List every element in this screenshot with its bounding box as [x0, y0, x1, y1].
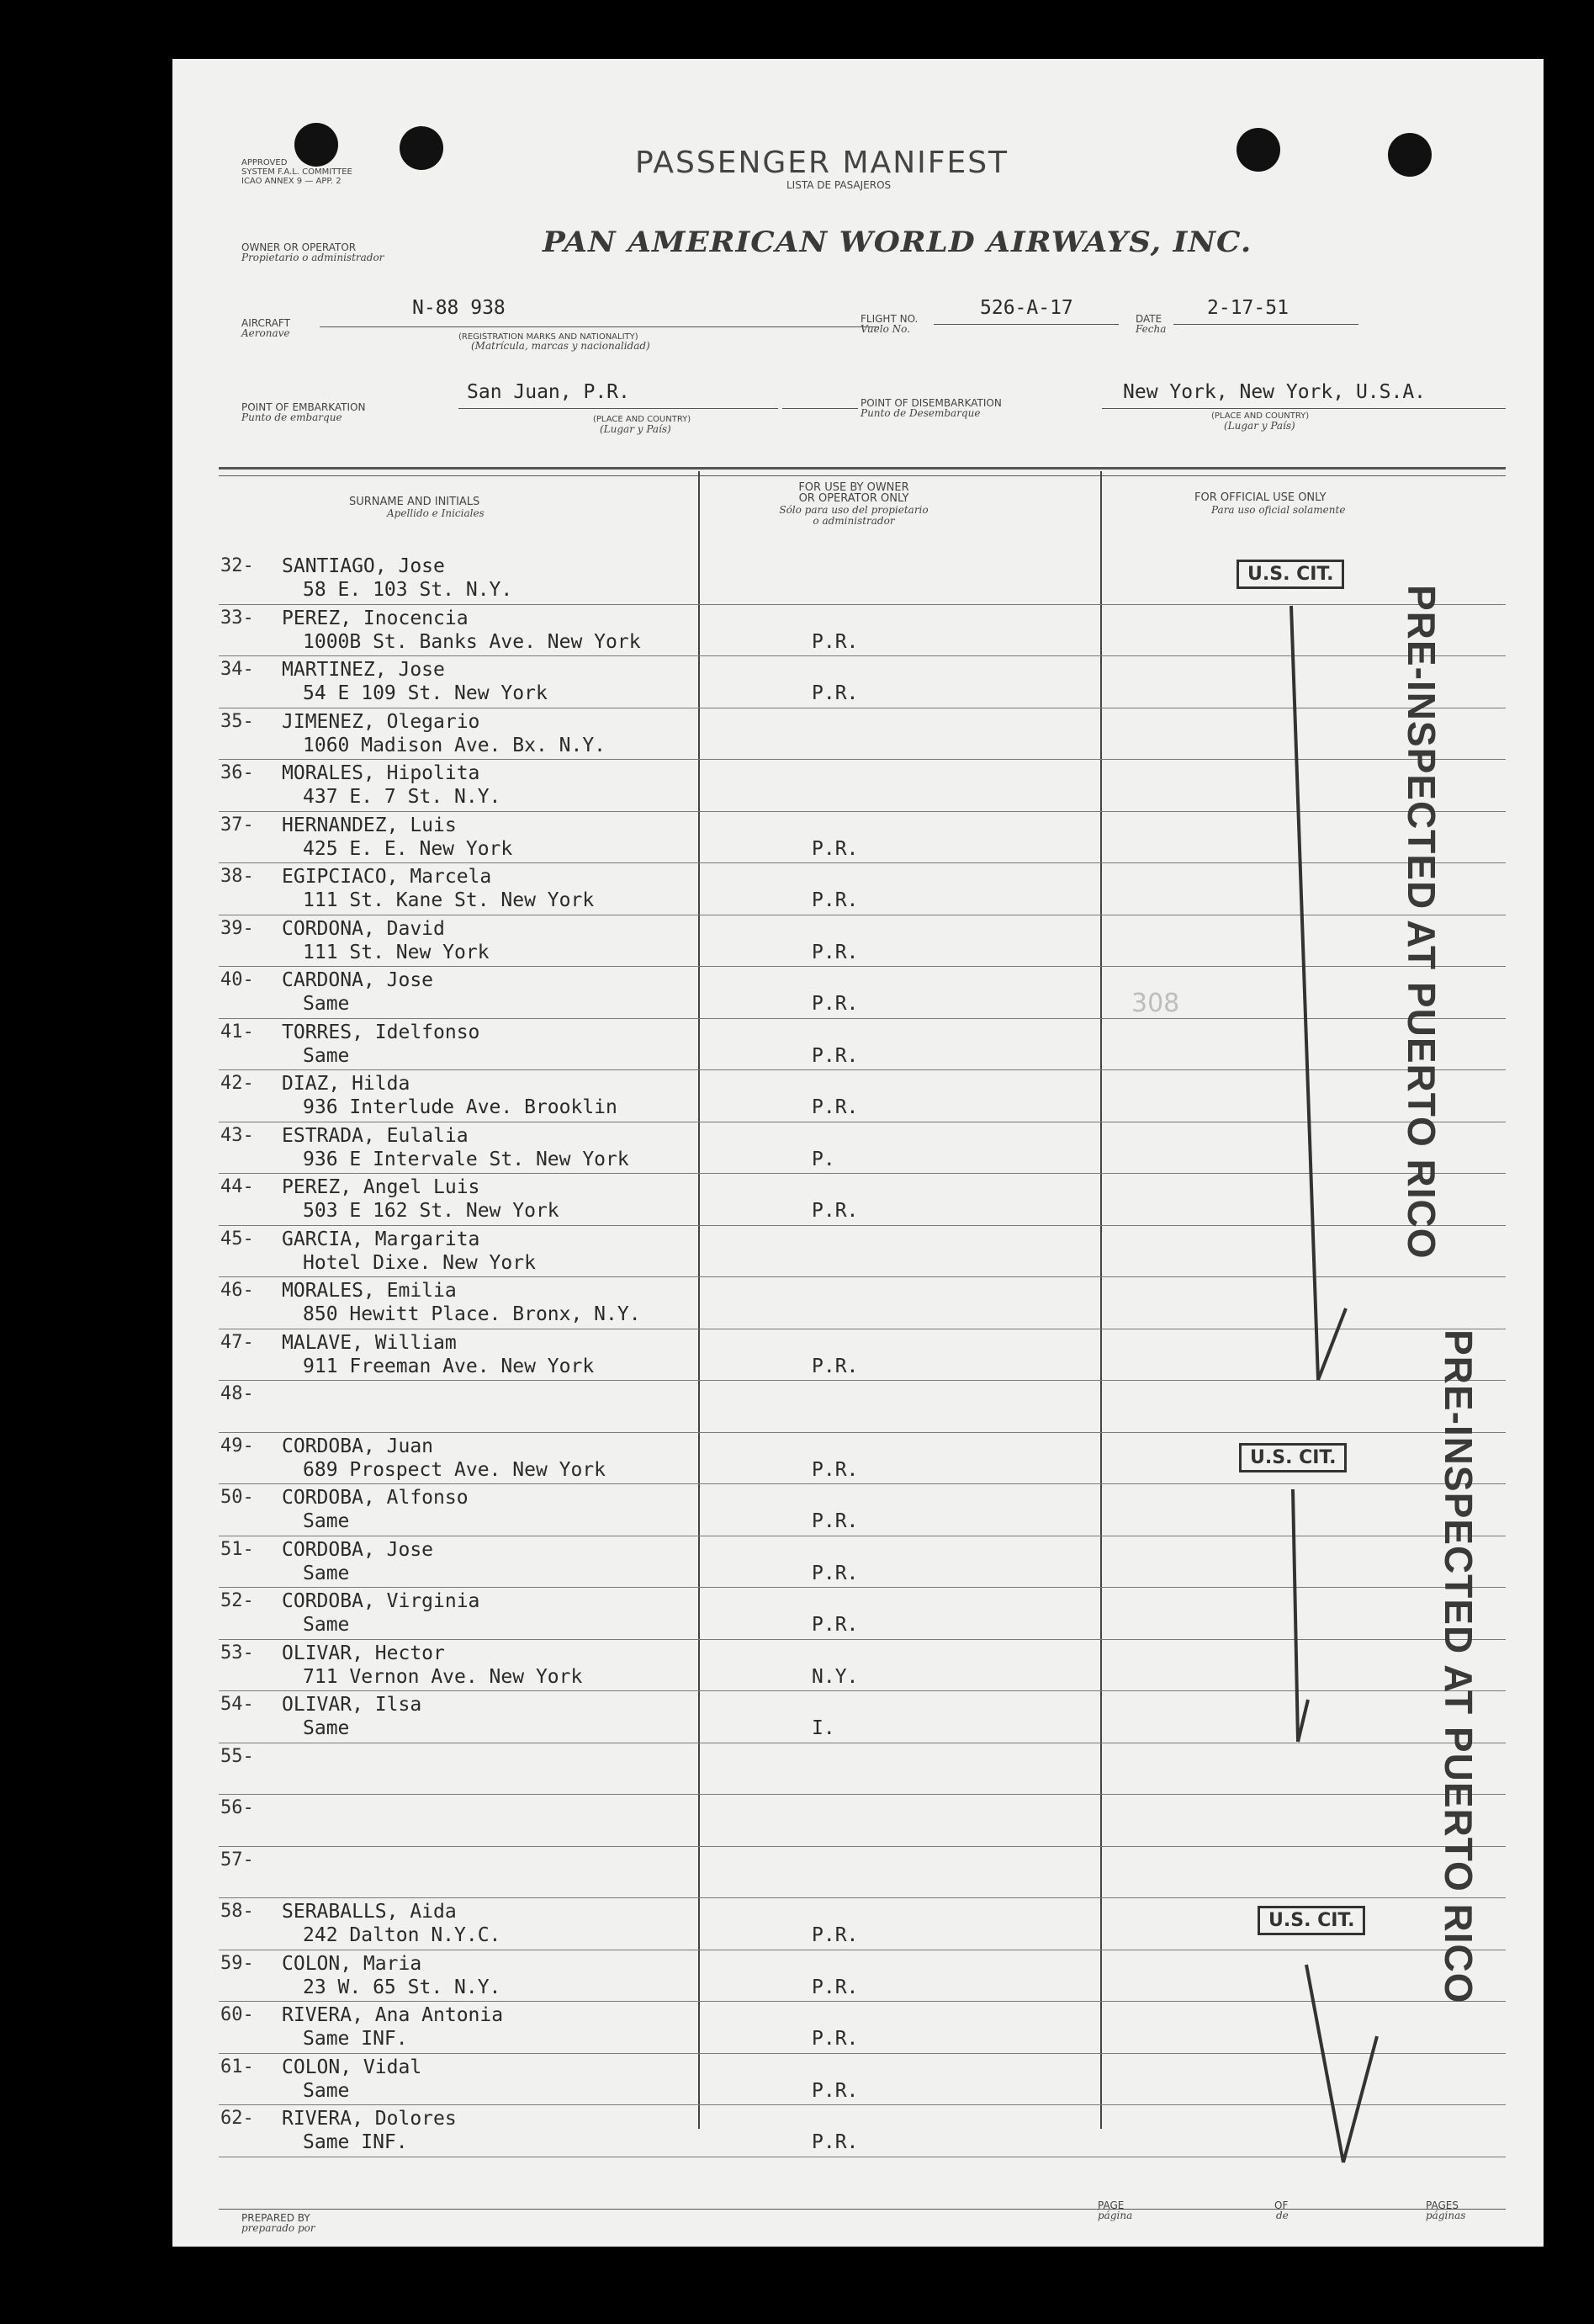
row-number: 32-	[220, 555, 254, 576]
passenger-name: OLIVAR, Hector	[282, 1642, 445, 1664]
passenger-name: DIAZ, Hilda	[282, 1073, 410, 1095]
row-number: 41-	[220, 1021, 254, 1043]
embark-label-es: Punto de embarque	[241, 411, 342, 423]
passenger-name: HERNANDEZ, Luis	[282, 814, 457, 836]
aircraft-note: (REGISTRATION MARKS AND NATIONALITY)	[458, 332, 638, 342]
aircraft-value: N-88 938	[412, 297, 506, 319]
passenger-name: GARCIA, Margarita	[282, 1228, 480, 1250]
passenger-address: 437 E. 7 St. N.Y.	[303, 786, 501, 808]
passenger-address: Hotel Dixe. New York	[303, 1251, 536, 1274]
of-label-es: de	[1276, 2210, 1289, 2221]
passenger-address: 23 W. 65 St. N.Y.	[303, 1976, 501, 1998]
origin-mark: P.R.	[812, 941, 859, 963]
passenger-name: CARDONA, Jose	[282, 969, 434, 991]
manifest-sheet	[172, 59, 1544, 2247]
origin-mark: P.R.	[812, 1562, 859, 1584]
col-head-surname-es: Apellido e Iniciales	[387, 507, 485, 519]
arrow-2	[1293, 1489, 1308, 1742]
flight-value: 526-A-17	[980, 297, 1073, 319]
page-title-es: LISTA DE PASAJEROS	[786, 179, 892, 191]
col-head-official-use: FOR OFFICIAL USE ONLY	[1194, 491, 1327, 504]
row-number: 62-	[220, 2108, 254, 2129]
disembark-value: New York, New York, U.S.A.	[1123, 381, 1427, 403]
passenger-name: PEREZ, Angel Luis	[282, 1176, 480, 1198]
row-number: 38-	[220, 866, 254, 887]
origin-mark: P.R.	[812, 1458, 859, 1481]
origin-mark: P.R.	[812, 837, 859, 860]
row-number: 50-	[220, 1487, 254, 1508]
passenger-address: Same	[303, 993, 350, 1015]
passenger-address: Same INF.	[303, 2131, 408, 2153]
origin-mark: P.R.	[812, 2079, 859, 2102]
col-head-surname: SURNAME AND INITIALS	[349, 496, 480, 508]
row-number: 36-	[220, 762, 254, 783]
embark-label: POINT OF EMBARKATION	[241, 401, 366, 413]
passenger-address: 689 Prospect Ave. New York	[303, 1458, 606, 1481]
embark-place-note-es: (Lugar y País)	[600, 423, 671, 435]
row-number: 46-	[220, 1280, 254, 1301]
passenger-name: CORDOBA, Jose	[282, 1538, 434, 1561]
arrow-3	[1306, 1965, 1377, 2162]
passenger-name: CORDOBA, Virginia	[282, 1590, 480, 1612]
passenger-address: Same	[303, 1562, 350, 1584]
passenger-name: CORDOBA, Juan	[282, 1435, 434, 1457]
passenger-address: Same	[303, 1510, 350, 1532]
row-number: 57-	[220, 1849, 254, 1870]
embark-value: San Juan, P.R.	[467, 381, 630, 403]
passenger-name: TORRES, Idelfonso	[282, 1021, 480, 1043]
passenger-name: ESTRADA, Eulalia	[282, 1124, 469, 1147]
col-head-official-use-es: Para uso oficial solamente	[1211, 504, 1346, 516]
row-number: 58-	[220, 1901, 254, 1922]
us-cit-stamp-1: U.S. CIT.	[1237, 560, 1344, 589]
origin-mark: N.Y.	[812, 1665, 859, 1688]
passenger-address: Same INF.	[303, 2028, 408, 2050]
aircraft-label-es: Aeronave	[241, 327, 290, 339]
passenger-name: JIMENEZ, Olegario	[282, 710, 480, 733]
row-number: 35-	[220, 710, 254, 732]
page-label: PAGE	[1098, 2199, 1125, 2211]
origin-mark: P.R.	[812, 1044, 859, 1067]
passenger-address: Same	[303, 1717, 350, 1739]
passenger-address: 58 E. 103 St. N.Y.	[303, 579, 513, 601]
passenger-name: CORDOBA, Alfonso	[282, 1487, 469, 1509]
approval-note: APPROVED SYSTEM F.A.L. COMMITTEE ICAO ANNEX 9 — APP. 2	[241, 158, 352, 186]
origin-mark: I.	[812, 1717, 835, 1739]
row-number: 42-	[220, 1073, 254, 1094]
passenger-address: 1060 Madison Ave. Bx. N.Y.	[303, 734, 606, 756]
page-label-es: página	[1098, 2210, 1133, 2221]
passenger-address: Same	[303, 1044, 350, 1067]
aircraft-note-es: (Matrícula, marcas y nacionalidad)	[471, 340, 650, 352]
origin-mark: P.R.	[812, 889, 859, 911]
passenger-address: 936 Interlude Ave. Brooklin	[303, 1096, 617, 1118]
pre-inspected-stamp-1: PRE-INSPECTED AT PUERTO RICO	[1400, 585, 1443, 1260]
passenger-name: CORDONA, David	[282, 917, 445, 940]
pages-label-es: páginas	[1426, 2210, 1466, 2221]
flight-label: FLIGHT NO.	[861, 313, 919, 325]
passenger-address: 1000B St. Banks Ave. New York	[303, 630, 641, 653]
row-number: 47-	[220, 1331, 254, 1353]
passenger-address: 111 St. New York	[303, 941, 490, 963]
origin-mark: P.R.	[812, 2131, 859, 2153]
passenger-address: 936 E Intervale St. New York	[303, 1148, 629, 1170]
faint-stamp-number: 308	[1131, 989, 1180, 1018]
date-value: 2-17-51	[1207, 297, 1289, 319]
passenger-name: SERABALLS, Aida	[282, 1901, 457, 1923]
owner-label-es: Propietario o administrador	[241, 252, 384, 263]
row-number: 56-	[220, 1797, 254, 1818]
row-number: 37-	[220, 814, 254, 836]
prepared-by-label-es: preparado por	[241, 2222, 315, 2234]
passenger-address: 850 Hewitt Place. Bronx, N.Y.	[303, 1303, 641, 1325]
passenger-address: 911 Freeman Ave. New York	[303, 1355, 595, 1377]
origin-mark: P.R.	[812, 1355, 859, 1377]
passenger-name: COLON, Maria	[282, 1952, 422, 1975]
row-number: 52-	[220, 1590, 254, 1611]
passenger-name: MARTINEZ, Jose	[282, 659, 445, 681]
row-number: 51-	[220, 1538, 254, 1560]
origin-mark: P.R.	[812, 2028, 859, 2050]
date-label-es: Fecha	[1136, 323, 1167, 335]
passenger-name: RIVERA, Dolores	[282, 2108, 457, 2130]
pages-label: PAGES	[1426, 2199, 1459, 2211]
owner-value: PAN AMERICAN WORLD AIRWAYS, INC.	[543, 226, 1252, 259]
origin-mark: P.R.	[812, 993, 859, 1015]
passenger-name: RIVERA, Ana Antonia	[282, 2004, 504, 2026]
passenger-name: SANTIAGO, Jose	[282, 555, 445, 577]
disembark-place-note-es: (Lugar y País)	[1224, 420, 1295, 432]
arrow-1	[1291, 606, 1346, 1380]
origin-mark: P.R.	[812, 630, 859, 653]
of-label: OF	[1274, 2199, 1289, 2211]
row-number: 49-	[220, 1435, 254, 1456]
passenger-name: EGIPCIACO, Marcela	[282, 866, 492, 888]
passenger-name: OLIVAR, Ilsa	[282, 1694, 422, 1716]
disembark-label-es: Punto de Desembarque	[861, 407, 981, 419]
row-number: 44-	[220, 1176, 254, 1197]
passenger-address: 242 Dalton N.Y.C.	[303, 1924, 501, 1946]
embark-place-note: (PLACE AND COUNTRY)	[593, 415, 691, 424]
row-number: 54-	[220, 1694, 254, 1715]
row-number: 39-	[220, 917, 254, 939]
passenger-address: Same	[303, 2079, 350, 2102]
passenger-name: COLON, Vidal	[282, 2056, 422, 2078]
flight-label-es: Vuelo No.	[861, 323, 910, 335]
row-number: 48-	[220, 1383, 254, 1404]
origin-mark: P.R.	[812, 1924, 859, 1946]
origin-mark: P.R.	[812, 1976, 859, 1998]
row-number: 59-	[220, 1952, 254, 1974]
origin-mark: P.	[812, 1148, 835, 1170]
prepared-by-label: PREPARED BY	[241, 2212, 310, 2224]
page-title: PASSENGER MANIFEST	[635, 146, 1009, 180]
row-number: 45-	[220, 1228, 254, 1250]
disembark-label: POINT OF DISEMBARKATION	[861, 397, 1002, 409]
passenger-address: 111 St. Kane St. New York	[303, 889, 595, 911]
us-cit-stamp-2: U.S. CIT.	[1239, 1443, 1347, 1472]
passenger-address: 503 E 162 St. New York	[303, 1200, 559, 1222]
footer-rule	[219, 2209, 1506, 2210]
origin-mark: P.R.	[812, 1200, 859, 1222]
pre-inspected-stamp-2: PRE-INSPECTED AT PUERTO RICO	[1437, 1329, 1480, 2004]
origin-mark: P.R.	[812, 1096, 859, 1118]
row-number: 53-	[220, 1642, 254, 1663]
date-label: DATE	[1136, 313, 1162, 325]
row-number: 43-	[220, 1124, 254, 1146]
passenger-name: PEREZ, Inocencia	[282, 607, 469, 629]
passenger-name: MORALES, Hipolita	[282, 762, 480, 784]
row-number: 55-	[220, 1745, 254, 1767]
row-number: 34-	[220, 659, 254, 680]
disembark-place-note: (PLACE AND COUNTRY)	[1211, 411, 1310, 421]
col-head-owner-use: FOR USE BY OWNER OR OPERATOR ONLY	[798, 481, 909, 505]
us-cit-stamp-3: U.S. CIT.	[1258, 1906, 1365, 1935]
passenger-address: 711 Vernon Ave. New York	[303, 1665, 583, 1688]
aircraft-label: AIRCRAFT	[241, 317, 290, 329]
row-number: 40-	[220, 969, 254, 990]
row-number: 60-	[220, 2004, 254, 2025]
origin-mark: P.R.	[812, 1510, 859, 1532]
passenger-address: 425 E. E. New York	[303, 837, 513, 860]
passenger-address: 54 E 109 St. New York	[303, 682, 548, 704]
origin-mark: P.R.	[812, 682, 859, 704]
passenger-name: MALAVE, William	[282, 1331, 457, 1354]
row-number: 33-	[220, 607, 254, 629]
arrow-marks	[172, 59, 1544, 2247]
row-number: 61-	[220, 2056, 254, 2077]
passenger-address: Same	[303, 1614, 350, 1636]
origin-mark: P.R.	[812, 1614, 859, 1636]
passenger-name: MORALES, Emilia	[282, 1280, 457, 1302]
col-head-owner-use-es: Sólo para uso del propietario o administrador	[779, 504, 929, 527]
owner-label: OWNER OR OPERATOR	[241, 241, 357, 253]
